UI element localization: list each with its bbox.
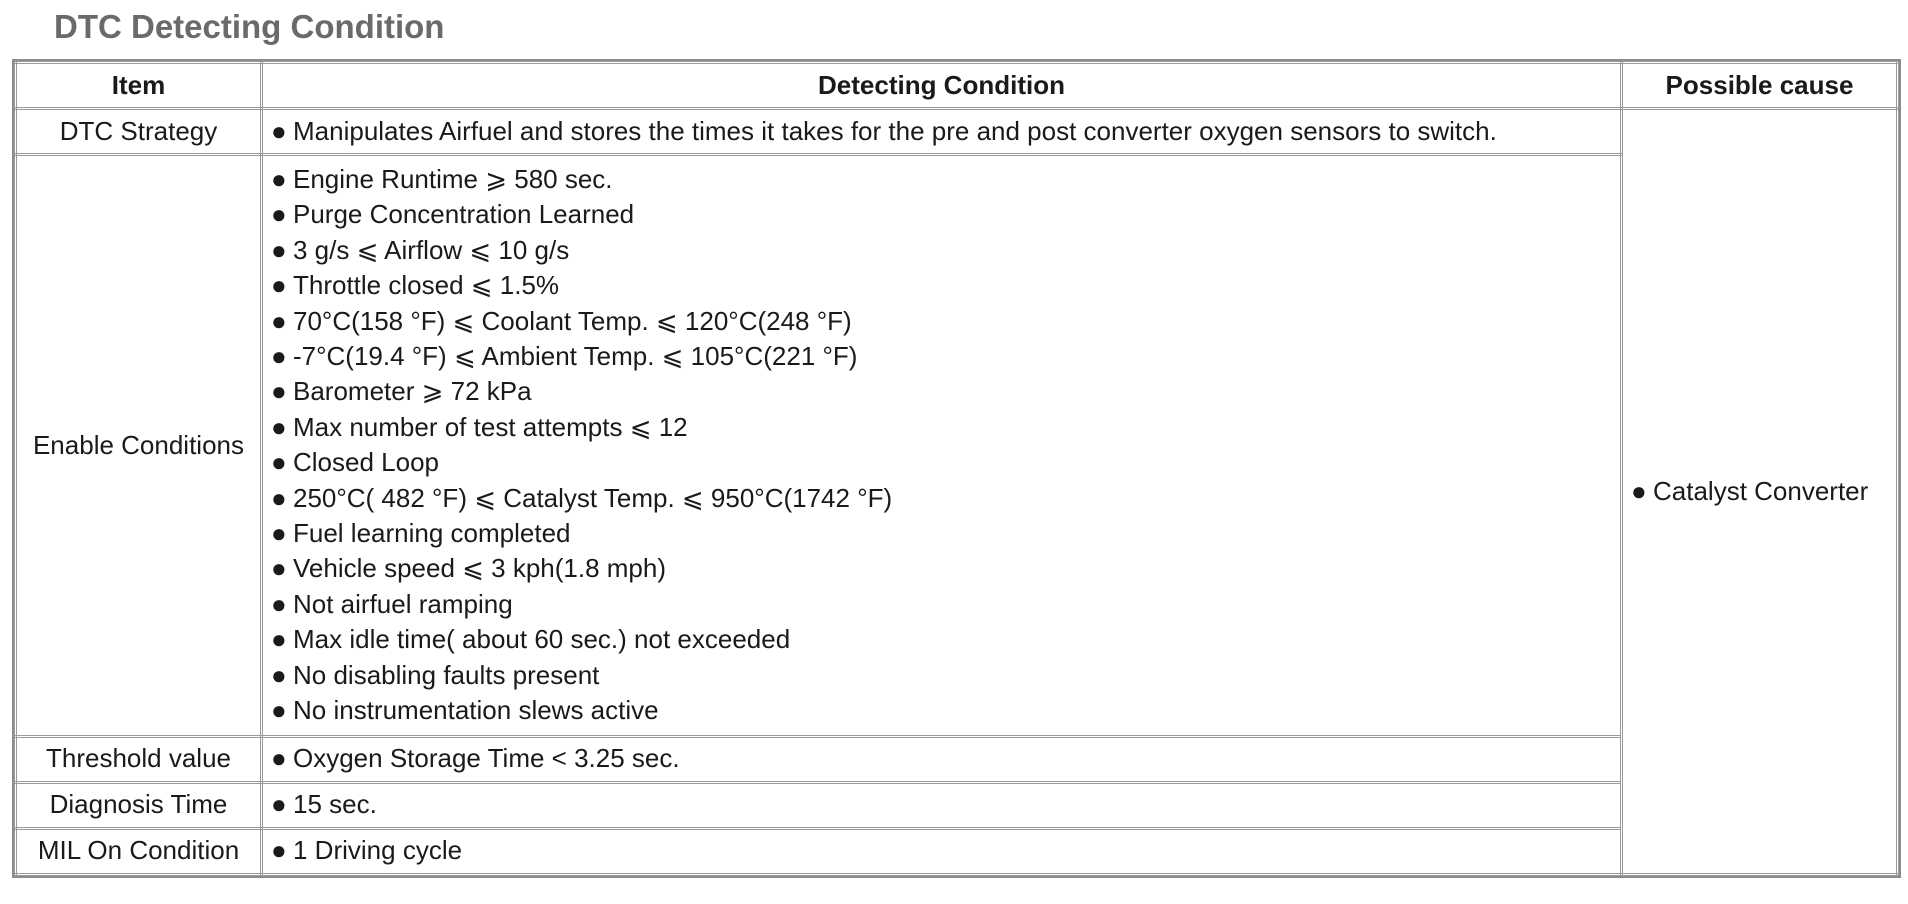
row-detecting-condition: [262, 736, 1622, 782]
bullet-icon: ●: [271, 270, 287, 301]
condition-line: [271, 741, 1612, 776]
condition-text: Max number of test attempts ⩽ 12: [293, 411, 688, 442]
bullet-icon: ●: [271, 553, 287, 584]
condition-text: Vehicle speed ⩽ 3 kph(1.8 mph): [293, 553, 667, 584]
condition-text: 1 Driving cycle: [293, 835, 463, 866]
condition-line: [271, 339, 1612, 374]
condition-line: [271, 374, 1612, 409]
bullet-icon: ●: [271, 482, 287, 513]
condition-text: -7°C(19.4 °F) ⩽ Ambient Temp. ⩽ 105°C(221 °F): [293, 341, 858, 372]
dtc-condition-table: [14, 61, 1899, 876]
condition-line: [271, 787, 1612, 822]
bullet-icon: ●: [271, 199, 287, 230]
bullet-icon: ●: [271, 376, 287, 407]
bullet-icon: ●: [271, 115, 287, 146]
condition-text: 3 g/s ⩽ Airflow ⩽ 10 g/s: [293, 234, 570, 265]
row-detecting-condition: [262, 782, 1622, 828]
condition-line: [271, 658, 1612, 693]
bullet-icon: ●: [271, 588, 287, 619]
condition-line: [271, 833, 1612, 868]
table-row: [16, 828, 1898, 874]
condition-text: 250°C( 482 °F) ⩽ Catalyst Temp. ⩽ 950°C(1742 °F): [293, 482, 893, 513]
bullet-icon: ●: [271, 164, 287, 194]
condition-line: [271, 587, 1612, 622]
condition-text: 15 sec.: [293, 789, 377, 820]
condition-line: [271, 114, 1612, 149]
bullet-icon: ●: [271, 743, 287, 774]
row-item-label: Diagnosis Time: [16, 782, 262, 828]
bullet-icon: ●: [271, 305, 287, 336]
condition-line: [271, 304, 1612, 339]
row-item-label: MIL On Condition: [16, 828, 262, 874]
header-possible-cause: Possible cause: [1622, 63, 1898, 109]
page-title: DTC Detecting Condition: [54, 8, 445, 45]
condition-line: [271, 693, 1612, 728]
bullet-icon: ●: [271, 341, 287, 372]
row-detecting-condition: [262, 155, 1622, 737]
bullet-icon: ●: [271, 624, 287, 655]
bullet-icon: ●: [271, 789, 287, 820]
condition-text: Purge Concentration Learned: [293, 199, 635, 230]
condition-text: Max idle time( about 60 sec.) not exceeded: [293, 624, 791, 655]
condition-text: Closed Loop: [293, 447, 439, 478]
condition-line: [271, 481, 1612, 516]
bullet-icon: ●: [271, 518, 287, 549]
condition-text: Not airfuel ramping: [293, 588, 513, 619]
row-item-label: DTC Strategy: [16, 109, 262, 155]
bullet-icon: ●: [271, 659, 287, 690]
condition-line: [271, 197, 1612, 232]
bullet-icon: ●: [271, 447, 287, 478]
header-item: Item: [16, 63, 262, 109]
row-detecting-condition: [262, 109, 1622, 155]
condition-line: [271, 516, 1612, 551]
table-row: [16, 782, 1898, 828]
condition-line: [271, 233, 1612, 268]
table-row: [16, 155, 1898, 737]
condition-text: Manipulates Airfuel and stores the times it takes for the pre and post converter oxygen sensors to switch.: [293, 115, 1497, 146]
row-item-label: Enable Conditions: [16, 155, 262, 737]
condition-text: Engine Runtime ⩾ 580 sec.: [293, 164, 613, 194]
header-detecting-condition: Detecting Condition: [262, 63, 1622, 109]
possible-cause-cell: [1622, 109, 1898, 875]
condition-text: Barometer ⩾ 72 kPa: [293, 376, 532, 407]
possible-cause-text: Catalyst Converter: [1653, 475, 1869, 506]
condition-text: Oxygen Storage Time < 3.25 sec.: [293, 743, 680, 774]
row-item-label: Threshold value: [16, 736, 262, 782]
table-body: [16, 109, 1898, 875]
condition-line: [271, 445, 1612, 480]
row-detecting-condition: [262, 828, 1622, 874]
condition-text: Fuel learning completed: [293, 518, 571, 549]
bullet-icon: ●: [271, 695, 287, 726]
table-row: [16, 109, 1898, 155]
condition-text: No instrumentation slews active: [293, 695, 659, 726]
condition-text: Throttle closed ⩽ 1.5%: [293, 270, 560, 301]
bullet-icon: ●: [271, 835, 287, 866]
condition-line: [271, 410, 1612, 445]
bullet-icon: ●: [1631, 475, 1647, 506]
condition-line: [271, 551, 1612, 586]
condition-line: [271, 162, 1612, 197]
header-row: [16, 63, 1898, 109]
condition-line: [271, 622, 1612, 657]
bullet-icon: ●: [271, 411, 287, 442]
table-row: [16, 736, 1898, 782]
condition-text: 70°C(158 °F) ⩽ Coolant Temp. ⩽ 120°C(248 °F): [293, 305, 852, 336]
condition-line: [271, 268, 1612, 303]
condition-text: No disabling faults present: [293, 659, 600, 690]
bullet-icon: ●: [271, 234, 287, 265]
